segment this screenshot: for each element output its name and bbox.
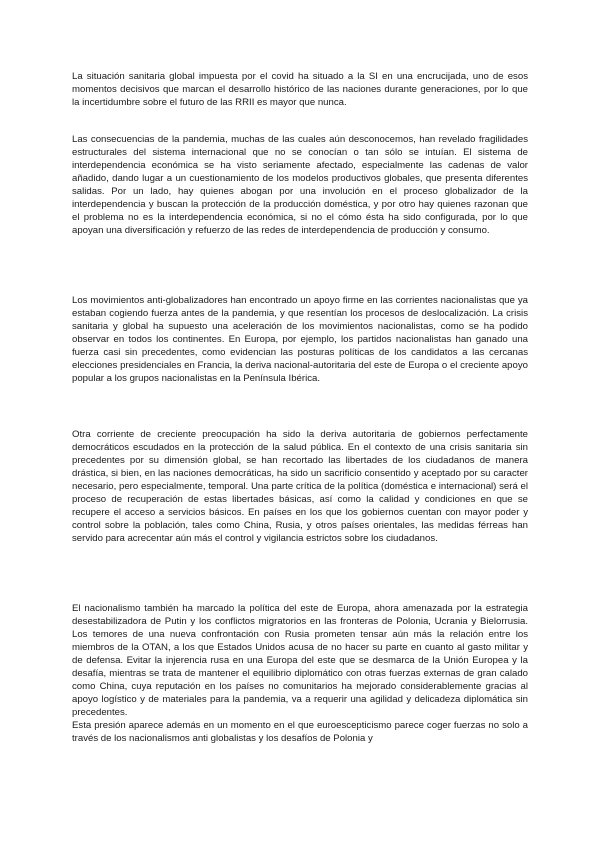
paragraph-text: La situación sanitaria global impuesta por el covid ha situado a la SI en una encrucijada, uno de esos momentos decisivos que marcan el desarrollo histórico de las naciones durante generaciones, por lo que la incertidumbre sobre el futuro de las RRII es mayor que nunca. xyxy=(72,71,528,108)
paragraph-text: Los movimientos anti-globalizadores han encontrado un apoyo firme en las corrientes nacionalistas que ya estaban cogiendo fuerza antes de la pandemia, y que resentían los procesos de deslocalización. La crisis sanitaria y global ha supuesto una aceleración de los movimientos nacionalistas, como se ha podido observar en todos los continentes. En Europa, por ejemplo, los partidos nacionalistas han ganado una fuerza casi sin precedentes, como evidencian las posturas políticas de los candidatos a las cercanas elecciones presidenciales en Francia, la deriva nacional-autoritaria del este de Europa o el creciente apoyo popular a los grupos nacionalistas en la Península Ibérica. xyxy=(72,295,528,384)
paragraph xyxy=(72,133,528,237)
paragraph xyxy=(72,294,528,385)
paragraph-text: El nacionalismo también ha marcado la política del este de Europa, ahora amenazada por la estrategia desestabilizadora de Putin y los conflictos migratorios en las fronteras de Polonia, Ucrania y Bielorrusia. Los temores de una nueva confrontación con Rusia prometen tensar aún más la relación entre los miembros de la OTAN, a los que Estados Unidos acusa de no hacer su parte en cuanto al gasto militar y de defensa. Evitar la injerencia rusa en una Europa del este que se desmarca de la Unión Europea y la desafía, mientras se trata de mantener el equilibrio diplomático con otras fuerzas externas de gran calado como China, cuya reputación en los países no comunitarios ha mejorado considerablemente gracias al apoyo logístico y de materiales para la pandemia, va a requerir una agilidad y delicadeza diplomática sin precedentes. xyxy=(72,603,528,718)
paragraph xyxy=(72,70,528,109)
paragraph-text: Esta presión aparece además en un momento en el que euroescepticismo parece coger fuerzas no solo a través de los nacionalismos anti globalistas y los desafíos de Polonia y xyxy=(72,720,528,744)
paragraph-text: Las consecuencias de la pandemia, muchas de las cuales aún desconocemos, han revelado fragilidades estructurales del sistema internacional que no se conocían o tan sólo se intuían. El sistema de interdependencia económica se ha visto seriamente afectado, especialmente las cadenas de valor añadido, dando lugar a un cuestionamiento de los modelos productivos globales, que presenta diferentes salidas. Por un lado, hay quienes abogan por una involución en el proceso globalizador de la interdependencia y buscan la protección de la producción doméstica, y por otro hay quienes razonan que el problema no es la interdependencia económica, si no el cómo ésta ha sido configurada, por lo que apoyan una diversificación y refuerzo de las redes de interdependencia de producción y consumo. xyxy=(72,134,528,236)
paragraph-text: Otra corriente de creciente preocupación ha sido la deriva autoritaria de gobiernos perfectamente democráticos escudados en la protección de la salud pública. En el contexto de una crisis sanitaria sin precedentes por su dimensión global, se han recortado las libertades de los ciudadanos de manera drástica, si bien, en las naciones democráticas, ha sido un sacrificio consentido y aceptado por su caracter necesario, pero especialmente, temporal. Una parte crítica de la política (doméstica e internacional) será el proceso de recuperación de estas libertades básicas, así como la calidad y condiciones en que se recupere el acceso a servicios básicos. En países en los que los gobiernos cuentan con mayor poder y control sobre la población, tales como China, Rusia, y otros países orientales, las medidas férreas han servido para acrecentar aún más el control y vigilancia estrictos sobre los ciudadanos. xyxy=(72,429,528,544)
paragraph xyxy=(72,602,528,745)
paragraph xyxy=(72,428,528,545)
